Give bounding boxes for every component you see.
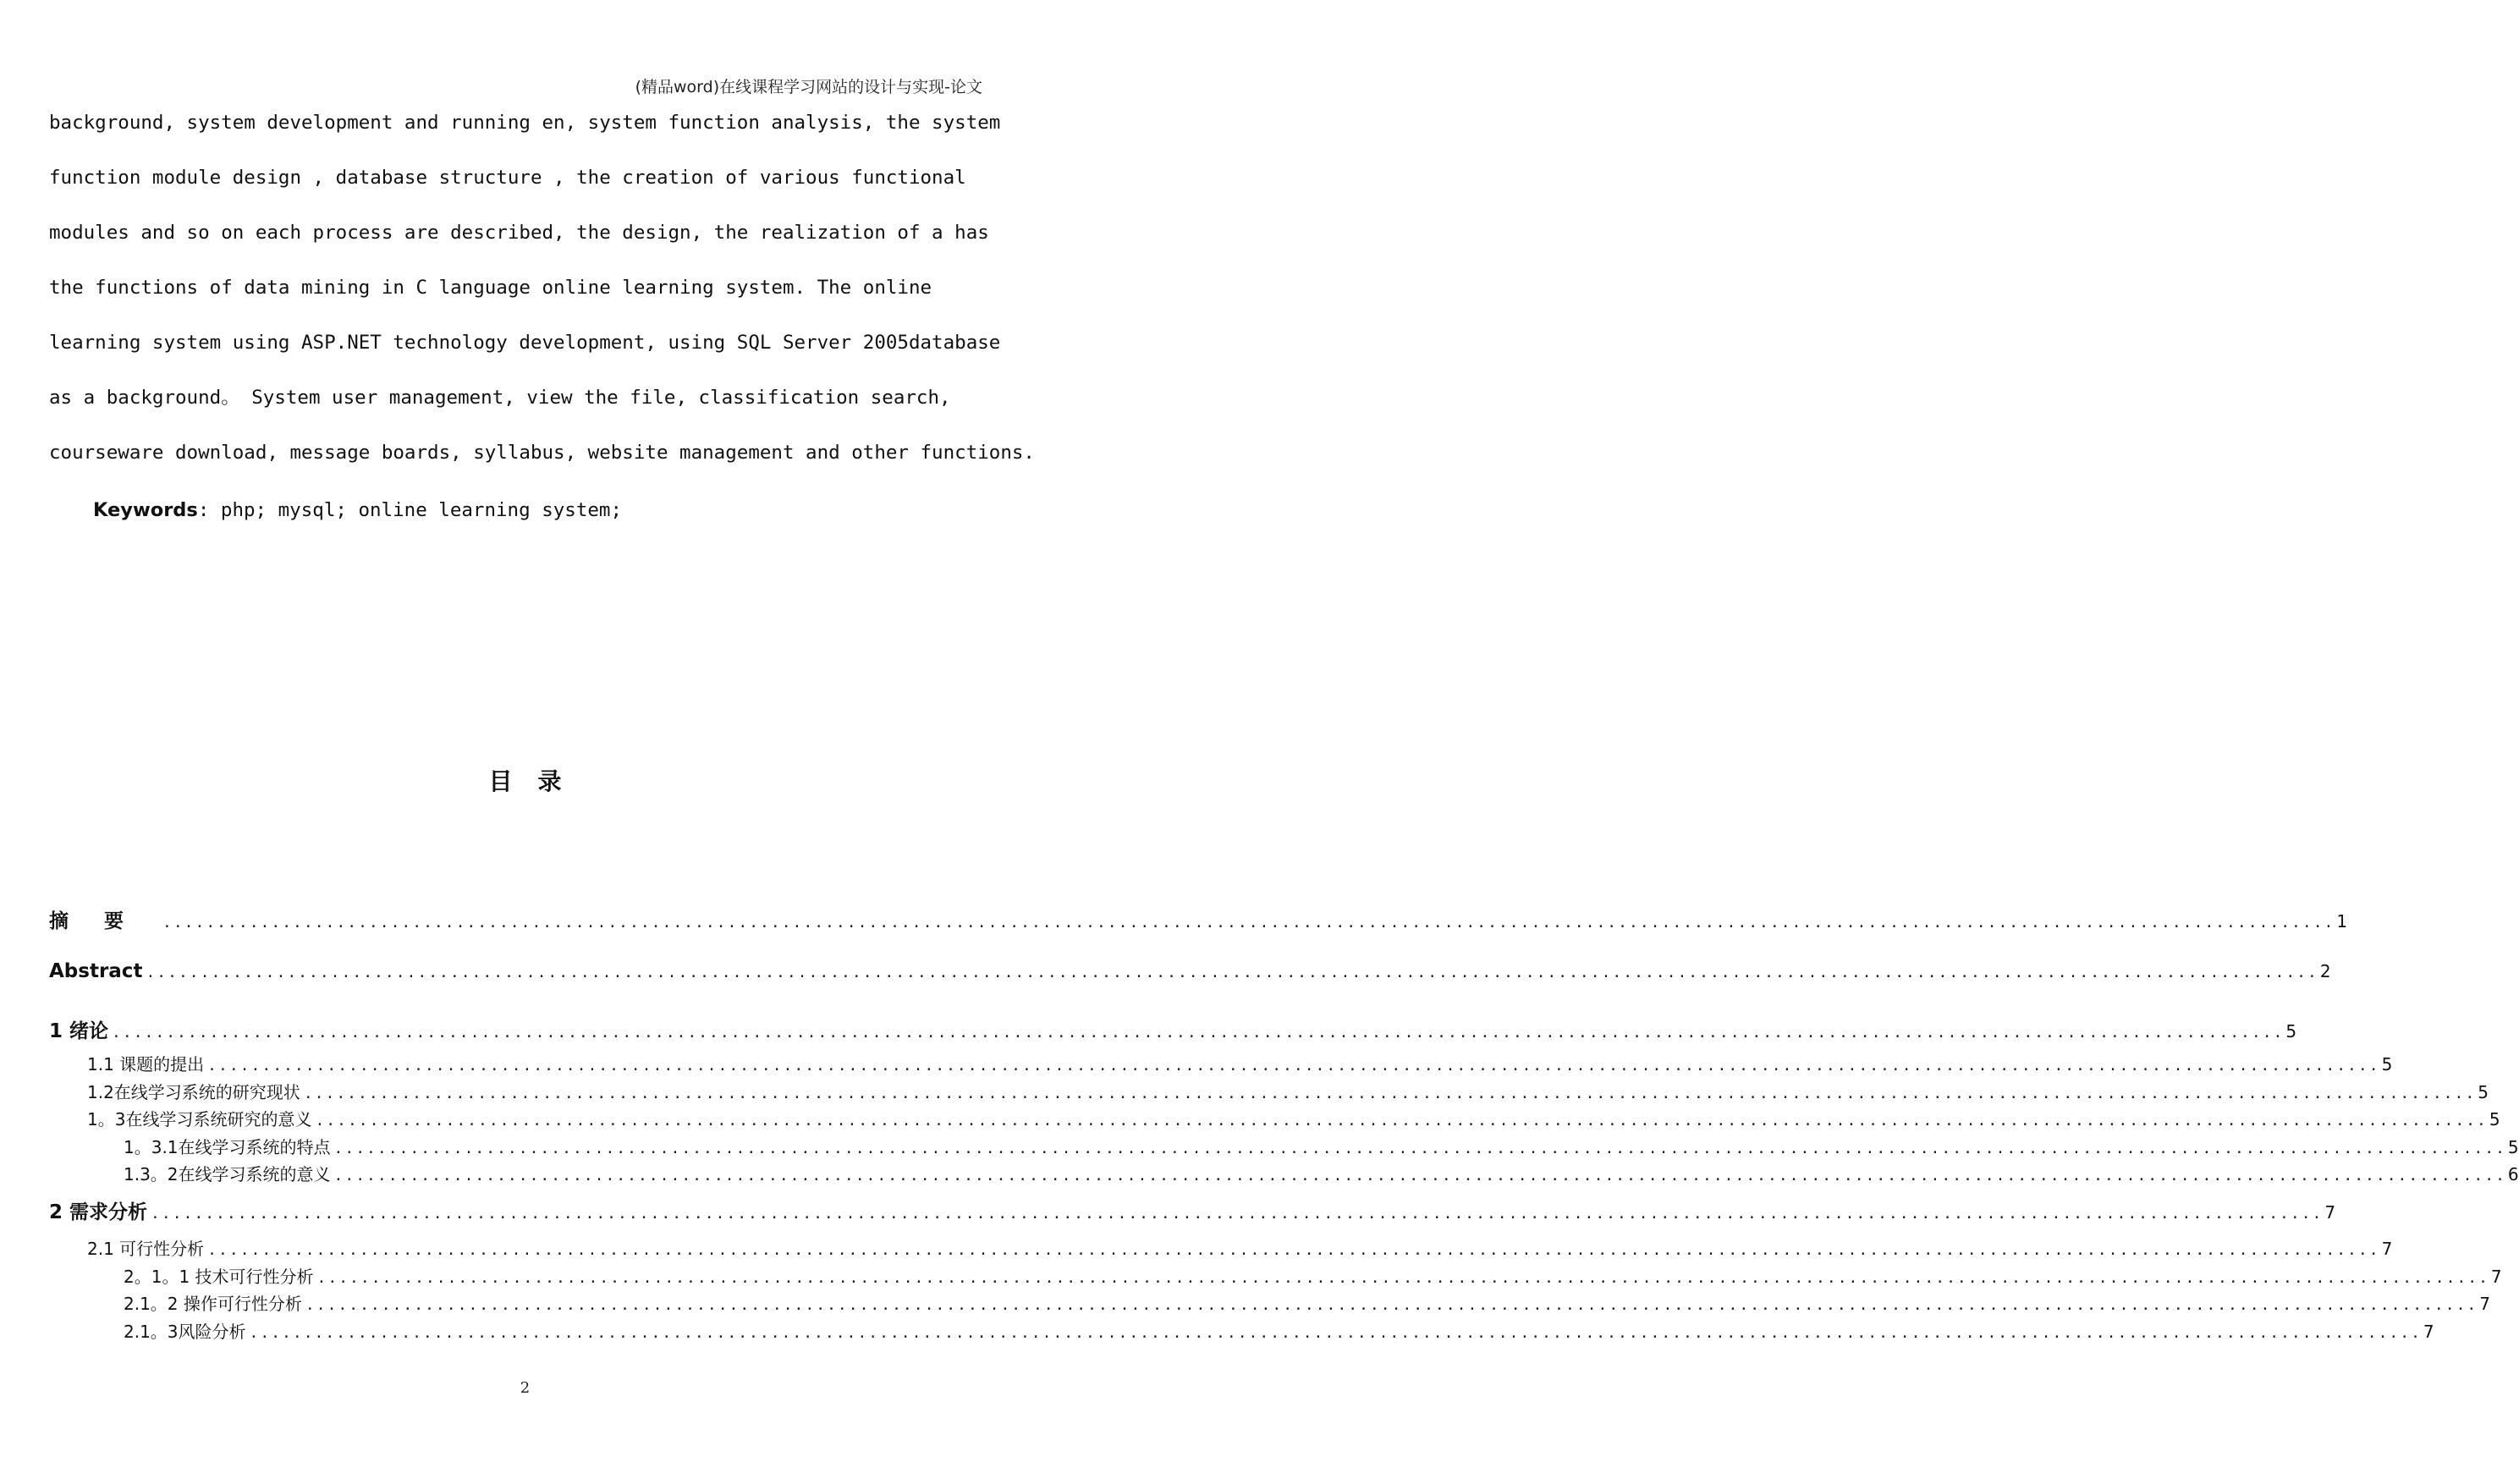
abstract-line: learning system using ASP.NET technology development, using SQL Server 2005database xyxy=(49,332,1001,354)
toc-leader-dots: ........................................................................................................................................................................................................ xyxy=(249,1323,2422,1342)
toc-title: 目录 xyxy=(488,767,587,795)
toc-entry-title: 2.1 可行性分析 xyxy=(87,1239,205,1259)
toc-entry-page: 2 xyxy=(2319,961,2331,981)
toc-entry-page: 7 xyxy=(2490,1266,2502,1287)
keywords-line xyxy=(93,499,622,521)
toc-entry[interactable] xyxy=(49,1106,2500,1134)
toc-entry-title: 摘要 xyxy=(49,910,159,932)
toc-entry[interactable] xyxy=(49,1015,2297,1051)
toc-entry-page: 5 xyxy=(2478,1081,2489,1102)
toc-entry-page: 7 xyxy=(2423,1321,2434,1342)
toc-entry-page: 7 xyxy=(2381,1239,2393,1259)
abstract-line: as a background。 System user management, view the file, classification search, xyxy=(49,387,951,409)
toc-entry-page: 7 xyxy=(2324,1202,2336,1223)
toc-entry[interactable] xyxy=(49,905,2348,960)
toc-entry[interactable] xyxy=(49,1196,2336,1235)
toc-entry-title: 1。3.1在线学习系统的特点 xyxy=(124,1136,331,1157)
keywords-label: Keywords xyxy=(93,499,198,521)
toc-leader-dots: ........................................................................................................................................................................................................ xyxy=(207,1241,2380,1259)
toc-entry[interactable] xyxy=(49,1263,2502,1291)
toc-leader-dots: ........................................................................................................................................................................................................ xyxy=(151,1205,2324,1223)
running-header: (精品word)在线课程学习网站的设计与实现-论文 xyxy=(635,78,982,96)
toc-leader-dots: ........................................................................................................................................................................................................ xyxy=(316,1268,2489,1287)
toc-entry[interactable] xyxy=(49,1134,2519,1162)
toc-entry[interactable] xyxy=(49,1318,2434,1346)
toc-entry-title: 1.3。2在线学习系统的意义 xyxy=(124,1164,331,1184)
toc-entry-page: 5 xyxy=(2489,1109,2500,1129)
page-number: 2 xyxy=(520,1379,531,1397)
toc-leader-dots: ........................................................................................................................................................................................................ xyxy=(305,1296,2478,1314)
abstract-body xyxy=(49,112,1056,497)
toc-entry-page: 1 xyxy=(2336,911,2348,932)
toc-leader-dots: ........................................................................................................................................................................................................ xyxy=(315,1112,2488,1129)
keywords-text: : php; mysql; online learning system; xyxy=(197,499,623,521)
abstract-line: function module design , database structure , the creation of various functional xyxy=(49,167,966,189)
toc-leader-dots: ........................................................................................................................................................................................................ xyxy=(333,1167,2506,1184)
toc-entry-title: 1 绪论 xyxy=(49,1020,109,1042)
toc-entry-title: Abstract xyxy=(49,960,143,982)
toc-entry-title: 1.2在线学习系统的研究现状 xyxy=(87,1081,300,1102)
toc-entry-title: 2.1。2 操作可行性分析 xyxy=(124,1294,302,1314)
toc-entry[interactable] xyxy=(49,1079,2489,1107)
abstract-line: the functions of data mining in C language online learning system. The online xyxy=(49,277,932,299)
toc-entry-title: 2.1。3风险分析 xyxy=(124,1321,246,1342)
toc-entry[interactable] xyxy=(49,1235,2393,1263)
toc-leader-dots: ........................................................................................................................................................................................................ xyxy=(207,1057,2380,1075)
abstract-line: background, system development and running en, system function analysis, the system xyxy=(49,112,1001,134)
toc-entry-page: 7 xyxy=(2479,1294,2491,1314)
toc-entry-title: 2。1。1 技术可行性分析 xyxy=(124,1266,314,1287)
toc-leader-dots: ........................................................................................................................................................................................................ xyxy=(146,964,2318,981)
toc-entry[interactable] xyxy=(49,960,2331,1015)
toc-leader-dots: ........................................................................................................................................................................................................ xyxy=(333,1139,2506,1157)
toc-leader-dots: ........................................................................................................................................................................................................ xyxy=(162,914,2335,932)
toc-leader-dots: ........................................................................................................................................................................................................ xyxy=(303,1084,2477,1102)
toc-entry-page: 6 xyxy=(2507,1164,2519,1184)
table-of-contents xyxy=(49,905,2519,1345)
toc-entry-page: 5 xyxy=(2507,1136,2519,1157)
toc-leader-dots: ........................................................................................................................................................................................................ xyxy=(112,1024,2285,1042)
toc-entry-title: 1.1 课题的提出 xyxy=(87,1054,205,1075)
abstract-line: courseware download, message boards, syllabus, website management and other functions. xyxy=(49,442,1035,464)
toc-entry-page: 5 xyxy=(2381,1054,2393,1075)
abstract-line: modules and so on each process are described, the design, the realization of a has xyxy=(49,222,989,244)
toc-entry-page: 5 xyxy=(2285,1021,2297,1042)
toc-entry[interactable] xyxy=(49,1051,2393,1079)
toc-entry[interactable] xyxy=(49,1161,2519,1196)
toc-entry-title: 2 需求分析 xyxy=(49,1201,148,1223)
toc-entry-title: 1。3在线学习系统研究的意义 xyxy=(87,1109,312,1129)
toc-entry[interactable] xyxy=(49,1290,2491,1318)
